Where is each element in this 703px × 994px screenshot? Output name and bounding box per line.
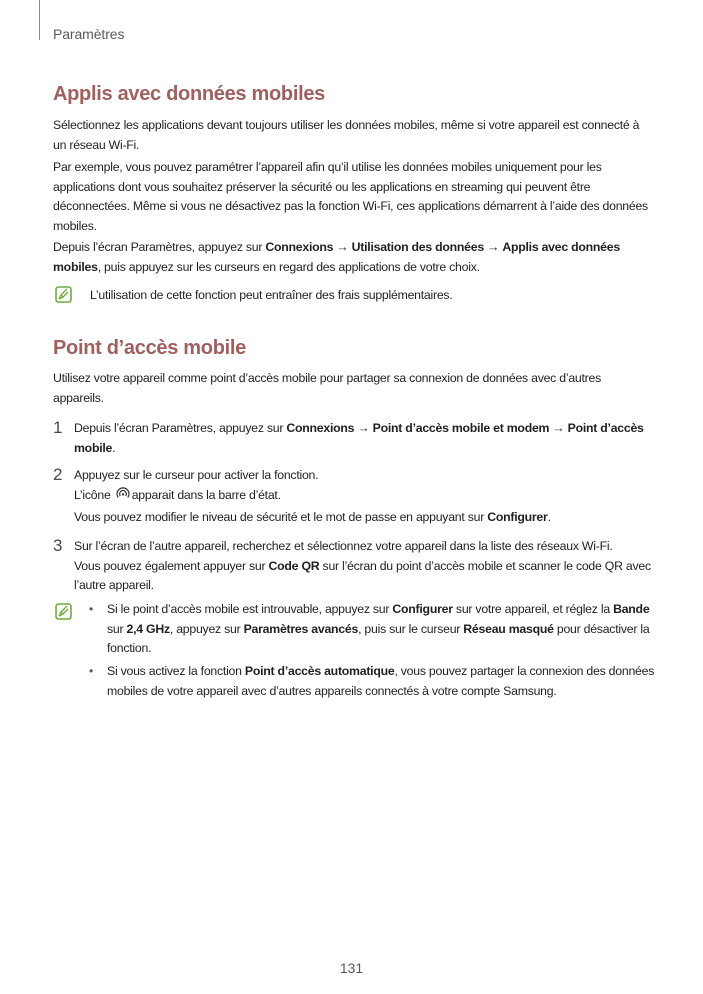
hotspot-icon bbox=[116, 487, 130, 501]
bold-term: Configurer bbox=[487, 510, 548, 524]
text: . bbox=[112, 440, 116, 455]
text: apparait dans la barre d’état. bbox=[131, 487, 281, 502]
bold-term: Point d’accès mobile bbox=[74, 421, 644, 455]
page-number: 131 bbox=[339, 960, 364, 976]
text: , appuyez sur bbox=[169, 621, 244, 636]
header-rule bbox=[39, 0, 40, 40]
step-number: 1 bbox=[53, 418, 63, 437]
bullet: • bbox=[89, 602, 94, 616]
text: pour désactiver la fonction. bbox=[107, 621, 650, 655]
arrow: → bbox=[549, 421, 568, 435]
paragraph-instructions bbox=[53, 238, 653, 277]
text: Vous pouvez modifier le niveau de sécurité et le mot de passe en appuyant sur bbox=[74, 510, 488, 524]
step-3 bbox=[74, 537, 664, 596]
text: sur votre appareil, et réglez la bbox=[452, 602, 614, 616]
text: Vous pouvez également appuyer sur bbox=[74, 558, 269, 573]
section-title-mobile-data-apps: Applis avec données mobiles bbox=[53, 83, 325, 105]
note-item bbox=[107, 662, 657, 701]
text: Si le point d’accès mobile est introuvable, appuyez sur bbox=[107, 602, 393, 616]
text: . bbox=[547, 510, 551, 524]
text: Depuis l’écran Paramètres, appuyez sur bbox=[53, 240, 266, 254]
bold-term: Applis avec données mobiles bbox=[53, 240, 620, 274]
bold-term: Configurer bbox=[392, 602, 453, 616]
icon-line bbox=[74, 486, 664, 506]
paragraph: Utilisez votre appareil comme point d’accès mobile pour partager sa connexion de données avec d’autres appareils. bbox=[53, 371, 601, 405]
paragraph: Par exemple, vous pouvez paramétrer l’appareil afin qu’il utilise les données mobiles uniquement pour les applications dont vous souhaitez préserver la sécurité ou les applications en streaming qui peuvent être déconnectées. Même si vous ne désactivez pas la fonction Wi-Fi, ces applications démarrent à l’aide des données mobiles. bbox=[53, 160, 648, 233]
step-number: 2 bbox=[53, 465, 63, 484]
running-header: Paramètres bbox=[53, 26, 125, 42]
bold-term: Point d’accès automatique bbox=[244, 664, 395, 678]
text: Sur l’écran de l’autre appareil, recherchez et sélectionnez votre appareil dans la liste des réseaux Wi-Fi. bbox=[74, 539, 613, 553]
text: sur bbox=[107, 621, 127, 636]
note-text: L’utilisation de cette fonction peut entraîner des frais supplémentaires. bbox=[90, 288, 453, 302]
text: sur l’écran du point d’accès mobile et scanner le code QR avec l’autre appareil. bbox=[74, 558, 651, 592]
step-2 bbox=[74, 466, 664, 528]
text: , puis sur le curseur bbox=[358, 621, 464, 636]
bullet: • bbox=[89, 664, 94, 678]
arrow: → bbox=[483, 240, 503, 254]
text: Depuis l’écran Paramètres, appuyez sur bbox=[74, 421, 287, 435]
bold-term: Connexions bbox=[265, 240, 334, 254]
section-title-mobile-hotspot: Point d’accès mobile bbox=[53, 337, 246, 359]
bold-term: Code QR bbox=[268, 558, 320, 573]
text: Appuyez sur le curseur pour activer la fonction. bbox=[74, 468, 319, 482]
text: , puis appuyez sur les curseurs en regard des applications de votre choix. bbox=[97, 259, 480, 274]
note-item bbox=[107, 600, 657, 659]
text: Si vous activez la fonction bbox=[107, 664, 245, 678]
bold-term: Connexions bbox=[286, 421, 355, 435]
bold-term: Paramètres avancés bbox=[243, 621, 359, 636]
arrow: → bbox=[333, 240, 352, 254]
text: L’icône bbox=[74, 487, 111, 502]
text bbox=[74, 557, 664, 596]
bold-term: Réseau masqué bbox=[463, 621, 554, 636]
text bbox=[74, 508, 664, 528]
bold-term: 2,4 GHz bbox=[126, 621, 170, 636]
bold-term: Point d’accès mobile et modem bbox=[372, 421, 550, 435]
bold-term: Utilisation des données bbox=[351, 240, 484, 254]
note-icon bbox=[55, 603, 72, 620]
paragraph: Sélectionnez les applications devant toujours utiliser les données mobiles, même si votre appareil est connecté à un réseau Wi-Fi. bbox=[53, 118, 640, 152]
text: , vous pouvez partager la connexion des données mobiles de votre appareil avec d’autres appareils connectés à votre compte Samsung. bbox=[107, 664, 655, 698]
bold-term: Bande bbox=[613, 602, 650, 616]
note-icon bbox=[55, 286, 72, 303]
arrow: → bbox=[354, 421, 373, 435]
step-number: 3 bbox=[53, 536, 63, 555]
step-1 bbox=[74, 419, 664, 458]
